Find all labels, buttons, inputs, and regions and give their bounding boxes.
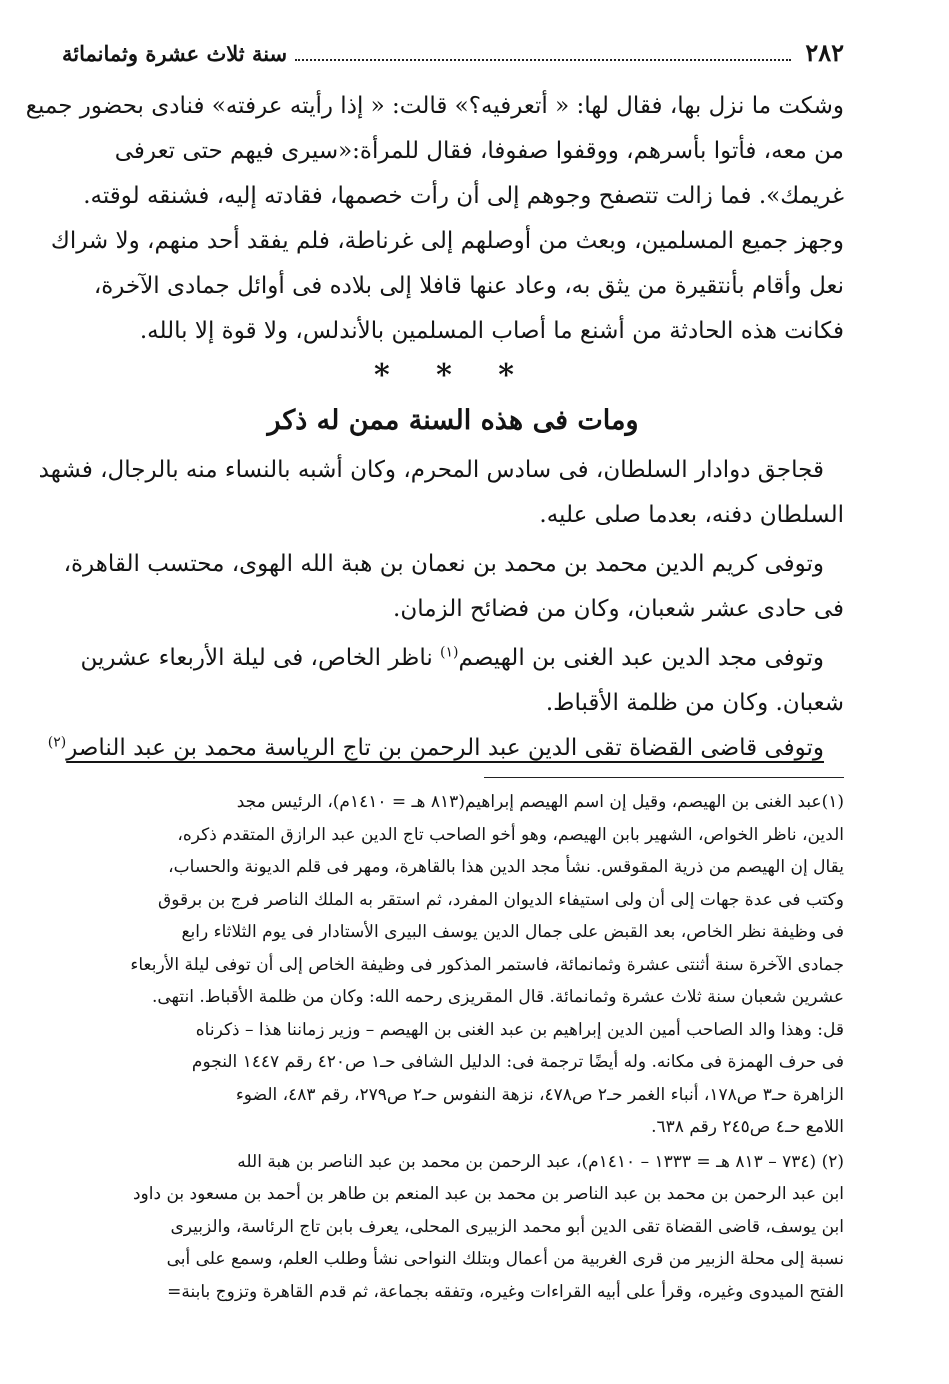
footnote-line: فى وظيفة نظر الخاص، بعد القبض على جمال الدين يوسف البيرى الأستادار فى يوم الثلاثاء رابع [181,922,844,942]
footnote-line: (٢) (٧٣٤ – ٨١٣ هـ = ١٣٣٣ – ١٤١٠م)، عبد الرحمن بن محمد بن عبد الناصر بن هبة الله [237,1151,844,1172]
obituary-entry [62,542,844,632]
footnote-line: قل: وهذا والد الصاحب أمين الدين إبراهيم بن عبد الغنى بن الهيصم – وزير زماننا هذا – ذكرناه [195,1019,844,1040]
footnote-line: جمادى الآخرة سنة أثنتى عشرة وثمانمائة، فاستمر المذكور فى وظيفة الخاص إلى أن توفى ليلة الأربعاء [130,954,844,975]
footnote-marker: (٢) [47,734,67,751]
body-line: غريمك». فما زالت تتصفح وجوهم إلى أن رأت خصمها، فقادته إليه، فشنقه لوقته. [83,183,844,209]
entry-line: وتوفى كريم الدين محمد بن محمد بن نعمان بن هبة الله الهوى، محتسب القاهرة، [63,551,824,577]
running-head-title: سنة ثلاث عشرة وثمانمائة [62,41,288,66]
footnote-line: نسبة إلى محلة الزبير من قرى الغربية من أعمال وبتلك النواحى نشأ وطلب العلم، وسمع على أبى [166,1249,844,1269]
body-line: من معه، فأتوا بأسرهم، ووقفوا صفوفا، فقال للمرأة:«سيرى فيهم حتى تعرفى [114,138,844,164]
footnote-line: الفتح الميدوى وغيره، وقرأ على أبيه القراءات وغيره، وتفقه بجماعة، ثم قدم القاهرة وتزوج بابنة= [167,1281,844,1302]
footnote-line: الزاهرة حـ٣ ص١٧٨، أنباء الغمر حـ٢ ص٤٧٨، نزهة النفوس حـ٢ ص٢٧٩، رقم ٤٨٣، الضوء [235,1084,844,1105]
obituary-entry [38,448,844,538]
footnote-rule [484,777,844,778]
footnote-marker: (١) [440,644,459,661]
footnote-line: ابن يوسف، قاضى القضاة تقى الدين أبو محمد الزبيرى المحلى، يعرف بابن تاج الرئاسة، والزبيرى [170,1216,844,1237]
footnote-line: يقال إن الهيصم من ذرية المقوقس. نشأ مجد الدين هذا بالقاهرة، ومهر فى قلم الديونة والحساب، [168,857,844,877]
body-line: وشكت ما نزل بها، فقال لها: « أتعرفيه؟» قالت: « إذا رأيته عرفته» فنادى بحضور جميع [25,93,844,119]
entry-text: وتوفى مجد الدين عبد الغنى بن الهيصم [458,645,824,671]
entry-line: السلطان دفنه، بعدما صلى عليه. [539,502,844,528]
entry-text: وتوفى قاضى القضاة تقى الدين عبد الرحمن بن تاج الرياسة محمد بن عبد الناصر [66,735,824,761]
footnote-line: فى حرف الهمزة فى مكانه. وله أيضًا ترجمة فى: الدليل الشافى حـ١ ص٤٢٠ رقم ١٤٤٧ النجوم [191,1052,844,1072]
entry-line: شعبان. وكان من ظلمة الأقباط. [545,690,844,716]
body-paragraph [25,84,844,354]
entry-line [62,636,844,681]
footnote-line: (١)عبد الغنى بن الهيصم، وقيل إن اسم الهيصم إبراهيم(٨١٣ هـ = ١٤١٠م)، الرئيس مجد [236,792,844,812]
footnote-line: ابن عبد الرحمن بن محمد بن عبد الناصر بن محمد بن عبد المنعم بن طاهر بن أحمد بن مسعود بن داود [132,1184,844,1204]
running-head [62,38,844,78]
section-separator: * * * [374,358,532,393]
entry-line: فى حادى عشر شعبان، وكان من فضائح الزمان. [393,596,844,622]
entry-line [47,726,844,771]
footnote-line: اللامع حـ٤ ص٢٤٥ رقم ٦٣٨. [651,1117,844,1137]
book-page [25,38,844,1308]
footnotes [62,786,844,1308]
dotted-leader [295,59,791,61]
obituary-entry [62,636,844,726]
obituary-entry [47,726,844,771]
footnote-line: الدين، ناظر الخواص، الشهير بابن الهيصم، وهو أخو الصاحب تاج الدين عبد الرازق المتقدم ذكره، [177,824,844,845]
body-line: نعل وأقام بأنتقيرة من يثق به، وعاد عنها قافلا إلى بلاده فى أوائل جمادى الآخرة، [93,273,844,299]
entry-line: قجاجق دوادار السلطان، فى سادس المحرم، وكان أشبه بالنساء منه بالرجال، فشهد [38,457,824,483]
footnote-line: عشرين شعبان سنة ثلاث عشرة وثمانمائة. قال المقريزى رحمه الله: وكان من ظلمة الأقباط. انتهى. [151,987,844,1007]
body-line: وجهز جميع المسلمين، وبعث من أوصلهم إلى غرناطة، فلم يفقد أحد منهم، ولا شراك [50,228,844,254]
entry-text: ناظر الخاص، فى ليلة الأربعاء عشرين [80,645,441,671]
section-heading: ومات فى هذه السنة ممن له ذكر [267,405,639,436]
body-line: فكانت هذه الحادثة من أشنع ما أصاب المسلمين بالأندلس، ولا قوة إلا بالله. [139,318,844,344]
footnote-2 [62,1146,844,1309]
footnote-line: وكتب فى عدة جهات إلى أن ولى استيفاء الديوان المفرد، ثم استقر به الملك الناصر فرج بن برقوق [158,889,844,910]
footnote-1 [62,786,844,1144]
page-number: ٢٨٢ [805,38,844,67]
